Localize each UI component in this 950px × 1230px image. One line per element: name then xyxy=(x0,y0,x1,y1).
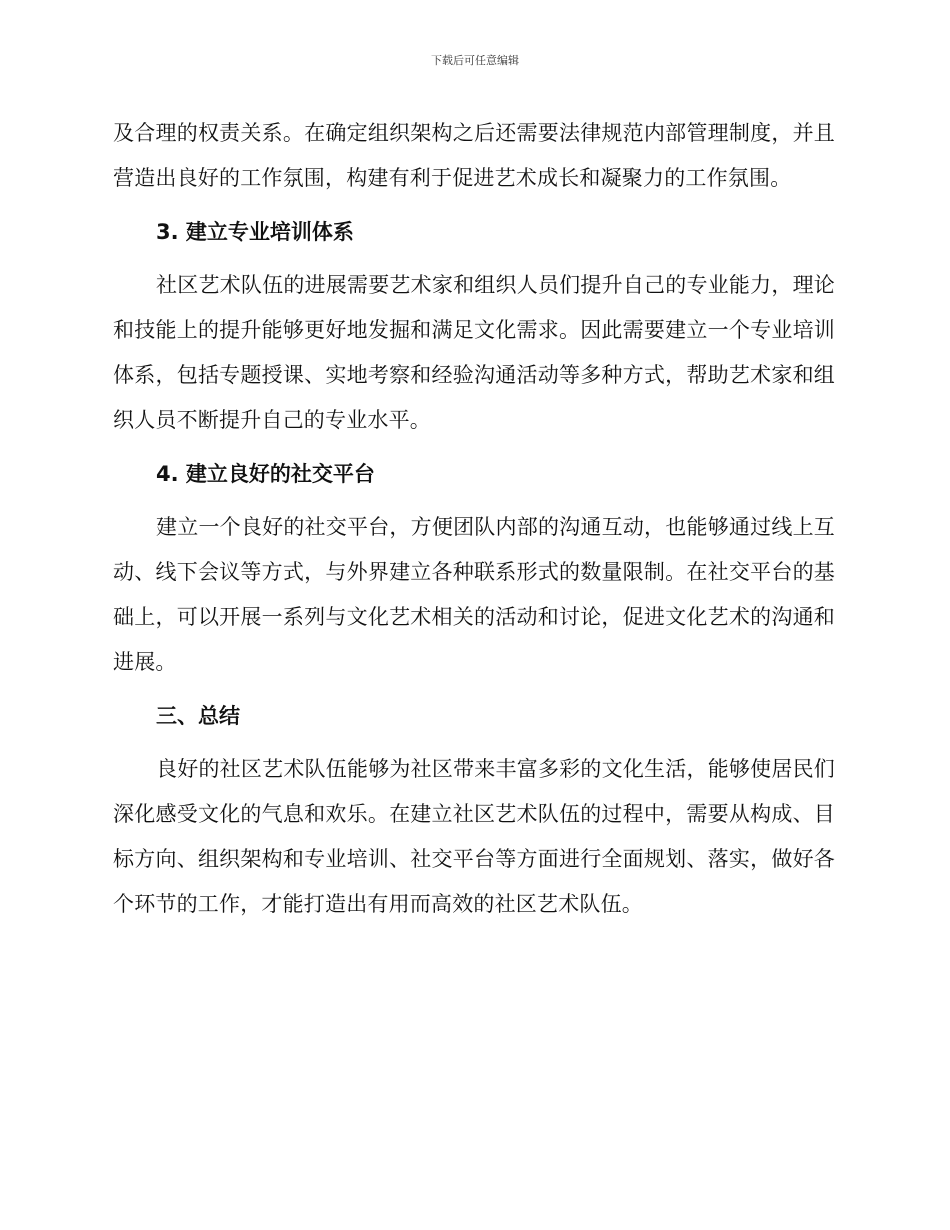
section-body-social-platform: 建立一个良好的社交平台，方便团队内部的沟通互动，也能够通过线上互动、线下会议等方式，与外界建立各种联系形式的数量限制。在社交平台的基础上，可以开展一系列与文化艺术相关的活动和讨论，促进文化艺术的沟通和进展。 xyxy=(113,515,835,674)
section-heading-training: 3. 建立专业培训体系 xyxy=(156,220,354,244)
document-body xyxy=(113,111,835,927)
section-heading-summary: 三、总结 xyxy=(156,704,240,728)
intro-continuation-paragraph: 及合理的权责关系。在确定组织架构之后还需要法律规范内部管理制度，并且营造出良好的工作氛围，构建有利于促进艺术成长和凝聚力的工作氛围。 xyxy=(113,121,835,190)
section-body-training: 社区艺术队伍的进展需要艺术家和组织人员们提升自己的专业能力，理论和技能上的提升能够更好地发掘和满足文化需求。因此需要建立一个专业培训体系，包括专题授课、实地考察和经验沟通活动等多种方式，帮助艺术家和组织人员不断提升自己的专业水平。 xyxy=(113,273,835,432)
page-header: 下载后可任意编辑 xyxy=(431,54,519,67)
section-heading-social-platform: 4. 建立良好的社交平台 xyxy=(156,462,375,486)
section-body-summary: 良好的社区艺术队伍能够为社区带来丰富多彩的文化生活，能够使居民们深化感受文化的气息和欢乐。在建立社区艺术队伍的过程中，需要从构成、目标方向、组织架构和专业培训、社交平台等方面进行全面规划、落实，做好各个环节的工作，才能打造出有用而高效的社区艺术队伍。 xyxy=(113,757,835,916)
